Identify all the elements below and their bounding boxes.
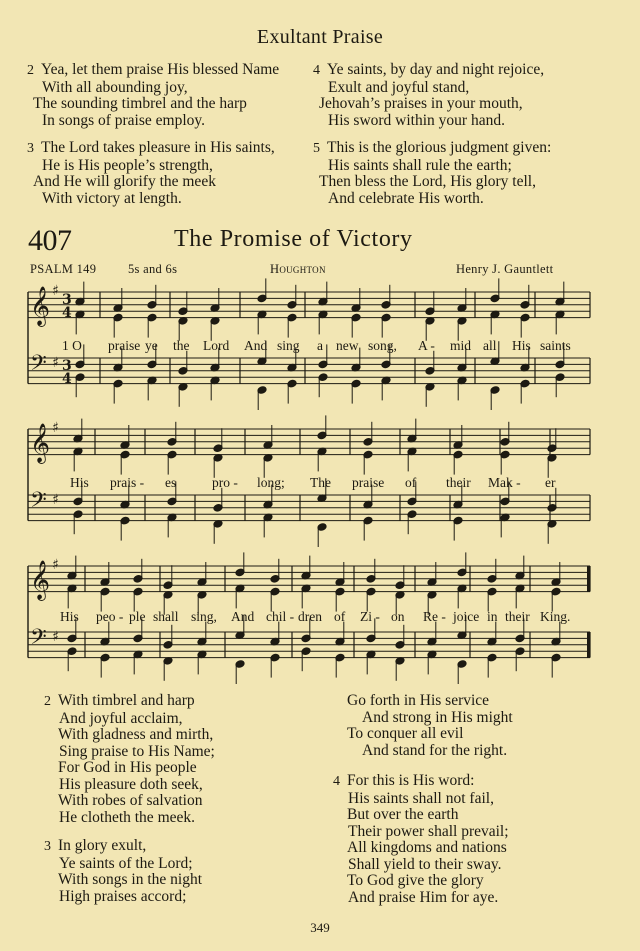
lyric-syllable: And bbox=[231, 609, 255, 624]
lyric-syllable: Mak - bbox=[488, 475, 521, 490]
stanza-line: To God give the glory bbox=[347, 872, 484, 889]
stanza-line: The Lord takes pleasure in His saints, bbox=[41, 139, 275, 156]
lyric-syllable: es bbox=[165, 475, 177, 490]
running-head: Exultant Praise bbox=[256, 26, 384, 48]
stanza-line: With victory at length. bbox=[42, 189, 182, 207]
stanza-number: 5 bbox=[313, 141, 320, 156]
lyric-syllable: joice bbox=[453, 609, 480, 624]
lyric-line-2 bbox=[0, 475, 640, 493]
stanza-line: In songs of praise employ. bbox=[42, 111, 206, 129]
sharp-icon: ♯ bbox=[52, 283, 59, 299]
stanza-line: With songs in the night bbox=[58, 871, 203, 888]
final-bar-line bbox=[587, 632, 590, 658]
lyric-syllable: long; bbox=[257, 475, 285, 490]
lyric-syllable: of bbox=[405, 475, 417, 490]
time-signature-top: 3 bbox=[62, 292, 72, 308]
hymn-title: The Promise of Victory bbox=[174, 226, 413, 252]
bass-clef-icon: 𝄢 bbox=[30, 625, 47, 655]
stanza-line: Shall yield to their sway. bbox=[348, 855, 502, 873]
stanza-line: With robes of salvation bbox=[58, 792, 203, 809]
tune-name: Houghton bbox=[270, 262, 326, 276]
lyric-syllable: praise bbox=[352, 475, 385, 490]
sharp-icon: ♯ bbox=[52, 420, 59, 436]
stanza-line: High praises accord; bbox=[59, 887, 187, 905]
lyric-syllable: His bbox=[512, 338, 531, 353]
stanza-number: 4 bbox=[333, 774, 340, 789]
lyric-syllable: of bbox=[334, 609, 346, 624]
lyric-syllable: er bbox=[545, 475, 556, 490]
prev-stanza-3 bbox=[27, 140, 275, 207]
lyric-syllable: prais - bbox=[110, 475, 145, 490]
stanza-line: And joyful acclaim, bbox=[59, 709, 183, 727]
lyric-syllable: a bbox=[317, 338, 323, 353]
stanza-number: 4 bbox=[313, 63, 320, 78]
lyric-line-1 bbox=[0, 338, 640, 356]
stanza-number: 2 bbox=[44, 694, 51, 709]
stanza-line: He is His people’s strength, bbox=[42, 156, 213, 174]
lyric-syllable: all bbox=[483, 338, 497, 353]
lyric-syllable: sing, bbox=[191, 609, 217, 624]
lyric-syllable: on bbox=[391, 609, 405, 624]
stanza-line: And celebrate His worth. bbox=[328, 189, 484, 207]
lyric-syllable: sing bbox=[277, 338, 300, 353]
stanza-line: All kingdoms and nations bbox=[347, 839, 507, 856]
lyric-syllable: His bbox=[70, 475, 89, 490]
stanza-line: Sing praise to His Name; bbox=[59, 742, 215, 760]
time-signature-top: 3 bbox=[62, 358, 72, 374]
composer: Henry J. Gauntlett bbox=[456, 262, 554, 276]
lyric-syllable: Re - bbox=[423, 609, 446, 624]
hymn-source: PSALM 149 bbox=[30, 262, 97, 276]
stanza-2 bbox=[44, 693, 215, 826]
stanza-line: With all abounding joy, bbox=[42, 78, 188, 96]
stanza-line: And stand for the right. bbox=[362, 741, 508, 759]
stanza-line: Go forth in His service bbox=[347, 692, 490, 709]
stanza-4 bbox=[333, 773, 509, 906]
stanza-line: Ye saints, by day and night rejoice, bbox=[327, 61, 545, 78]
treble-clef-icon: 𝄞 bbox=[30, 560, 51, 600]
lyric-syllable: song, bbox=[368, 338, 397, 353]
lyric-syllable: ye bbox=[145, 338, 158, 353]
stanza-number: 3 bbox=[27, 141, 34, 156]
stanza-line: His saints shall not fail, bbox=[348, 789, 494, 807]
treble-clef-icon: 𝄞 bbox=[30, 423, 51, 463]
hymn-meter: 5s and 6s bbox=[128, 262, 178, 276]
stanza-line: This is the glorious judgment given: bbox=[327, 139, 552, 156]
lyric-syllable: praise bbox=[108, 338, 141, 353]
stanza-line: To conquer all evil bbox=[347, 725, 464, 742]
stanza-line: In glory exult, bbox=[58, 837, 147, 854]
prev-stanza-2 bbox=[27, 62, 279, 129]
prev-stanza-5 bbox=[313, 140, 551, 207]
stanza-line: And praise Him for aye. bbox=[348, 888, 499, 906]
lyric-syllable: ple bbox=[129, 609, 146, 624]
prev-stanza-4 bbox=[313, 62, 544, 129]
lyric-syllable: pro - bbox=[212, 475, 238, 490]
lyric-syllable: And bbox=[244, 338, 268, 353]
sharp-icon: ♯ bbox=[52, 629, 59, 645]
lyric-syllable: shall bbox=[153, 609, 179, 624]
stanza-line: He clotheth the meek. bbox=[59, 808, 196, 826]
lyric-syllable: A - bbox=[418, 338, 435, 353]
stanza-line: His pleasure doth seek, bbox=[59, 775, 203, 793]
bass-clef-icon: 𝄢 bbox=[30, 488, 47, 518]
stanza-line: And strong in His might bbox=[362, 708, 513, 726]
lyric-syllable: their bbox=[446, 475, 471, 490]
sharp-icon: ♯ bbox=[52, 355, 59, 371]
stanza-line: And He will glorify the meek bbox=[33, 173, 216, 190]
lyric-syllable: chil - bbox=[266, 609, 295, 624]
stanza-number: 2 bbox=[27, 63, 34, 78]
lyric-syllable: King. bbox=[540, 609, 571, 624]
lyric-syllable: dren bbox=[298, 609, 322, 624]
stanza-line: Yea, let them praise His blessed Name bbox=[41, 61, 280, 78]
lyric-syllable: peo - bbox=[96, 609, 124, 624]
stanza-line: Ye saints of the Lord; bbox=[59, 854, 193, 872]
time-signature-bottom: 4 bbox=[62, 305, 72, 321]
lyric-syllable: in bbox=[487, 609, 498, 624]
sharp-icon: ♯ bbox=[52, 557, 59, 573]
stanza-line: With gladness and mirth, bbox=[58, 726, 214, 743]
stanza-line: With timbrel and harp bbox=[58, 692, 195, 709]
stanza-line: For God in His people bbox=[58, 759, 197, 776]
stanza-line: The sounding timbrel and the harp bbox=[33, 95, 247, 112]
stanza-line: For this is His word: bbox=[347, 772, 475, 789]
stanza-line: Jehovah’s praises in your mouth, bbox=[319, 95, 523, 112]
lyric-syllable: saints bbox=[540, 338, 571, 353]
lyric-syllable: 1 O bbox=[62, 338, 82, 353]
stanza-line: Then bless the Lord, His glory tell, bbox=[319, 173, 536, 190]
hymn-number: 407 bbox=[28, 224, 72, 257]
treble-clef-icon: 𝄞 bbox=[30, 286, 51, 326]
stanza-line: But over the earth bbox=[347, 806, 459, 823]
page-number: 349 bbox=[310, 920, 330, 935]
lyric-syllable: Lord bbox=[203, 338, 230, 353]
lyric-syllable: new bbox=[336, 338, 359, 353]
lyric-syllable: the bbox=[173, 338, 190, 353]
sharp-icon: ♯ bbox=[52, 492, 59, 508]
stanza-3-continued bbox=[347, 693, 513, 759]
lyric-line-3 bbox=[0, 609, 640, 627]
stanza-line: Their power shall prevail; bbox=[348, 822, 509, 840]
time-signature-bottom: 4 bbox=[62, 371, 72, 387]
lyric-syllable: mid bbox=[450, 338, 472, 353]
lyric-syllable: their bbox=[505, 609, 530, 624]
stanza-line: His sword within your hand. bbox=[328, 111, 505, 129]
lyric-syllable: His bbox=[60, 609, 79, 624]
stanza-line: Exult and joyful stand, bbox=[328, 78, 470, 96]
final-bar-line bbox=[587, 566, 590, 592]
lyric-syllable: The bbox=[310, 475, 331, 490]
stanza-number: 3 bbox=[44, 839, 51, 854]
bass-clef-icon: 𝄢 bbox=[30, 351, 47, 381]
stanza-3 bbox=[44, 838, 202, 905]
lyric-syllable: Zi - bbox=[360, 609, 380, 624]
stanza-line: His saints shall rule the earth; bbox=[328, 156, 512, 174]
